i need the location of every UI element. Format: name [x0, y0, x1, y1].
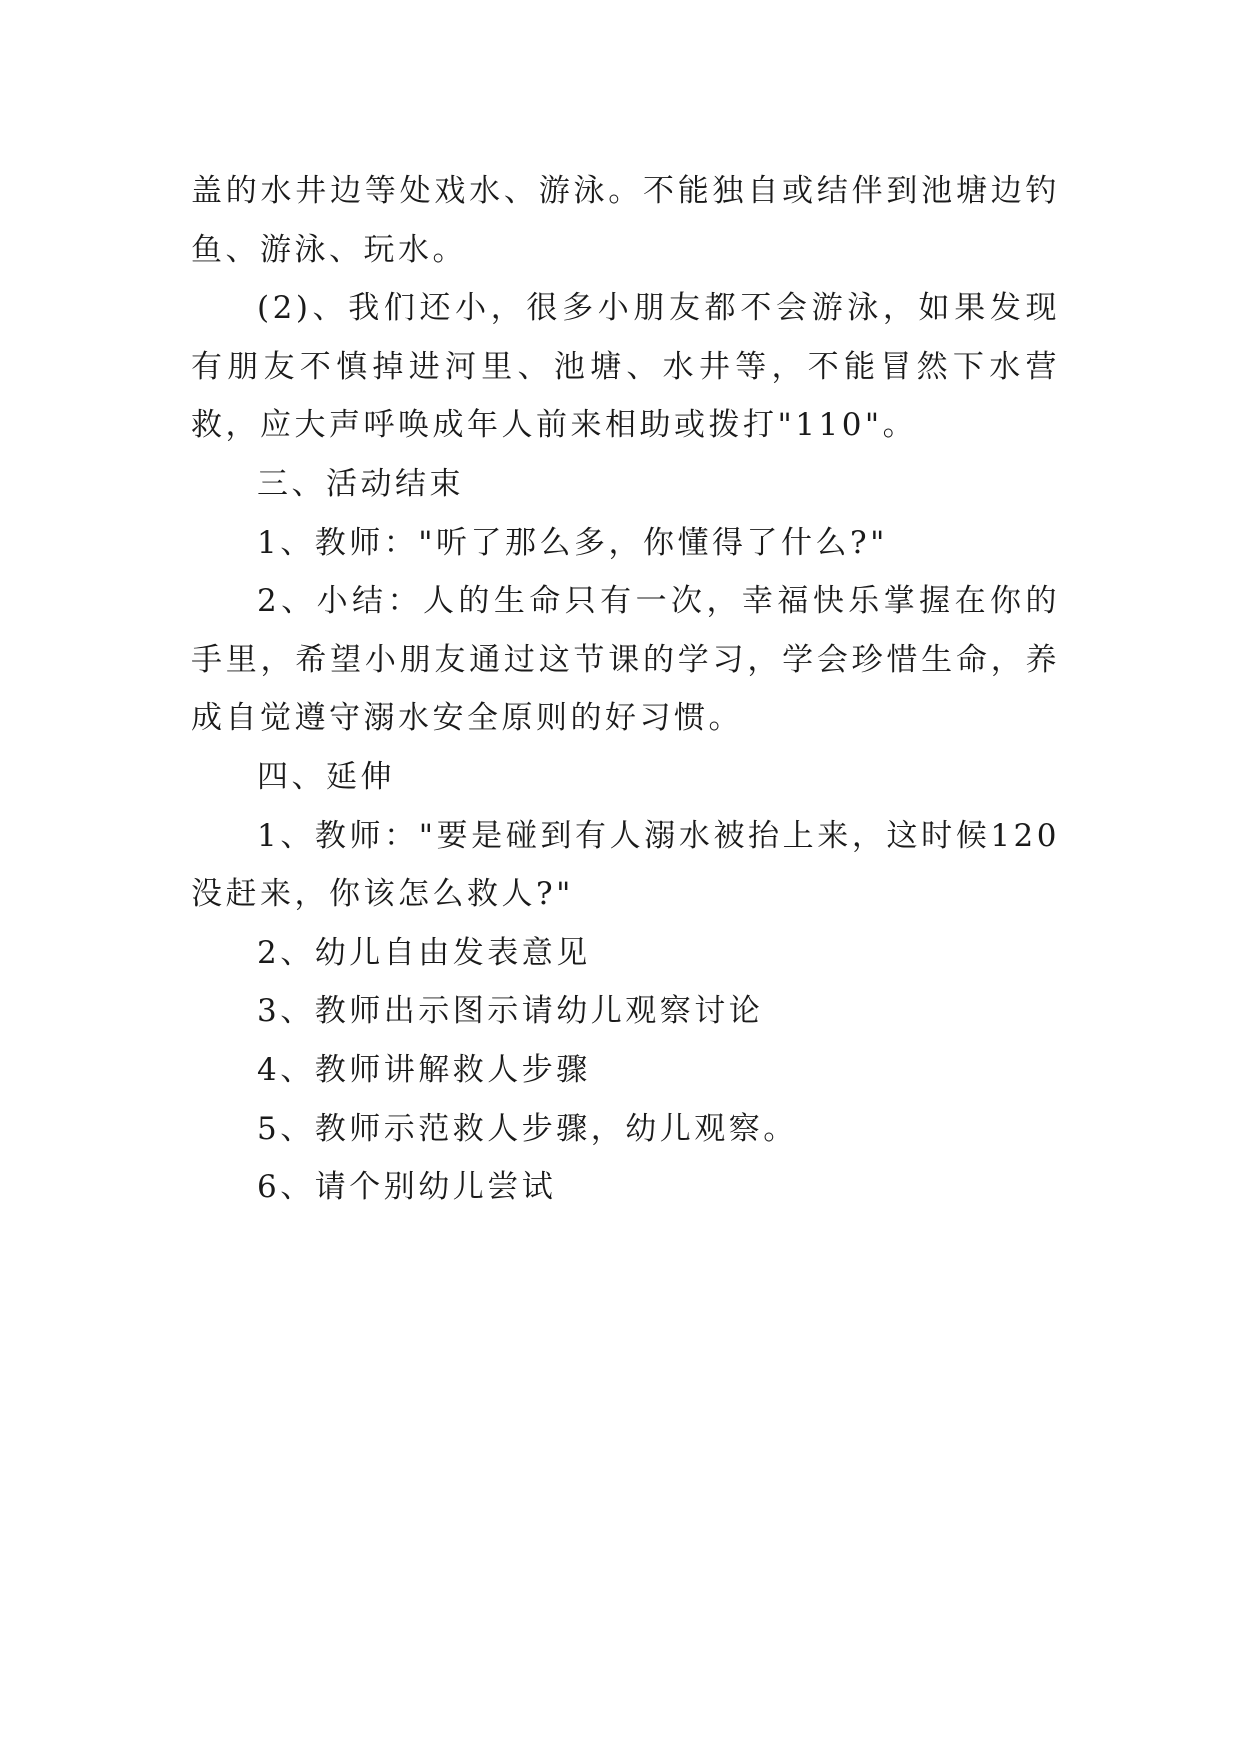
section-heading-activity-end: 三、活动结束 [257, 465, 464, 502]
section-heading-extension: 四、延伸 [257, 758, 395, 795]
paragraph-rescue-advice: (2)、我们还小，很多小朋友都不会游泳，如果发现有朋友不慎掉进河里、池塘、水井等，不能冒然下水营救，应大声呼唤成年人前来相助或拨打"110"。 [191, 290, 1060, 444]
list-item: 1、教师："要是碰到有人溺水被抬上来，这时候120没赶来，你该怎么救人?" [191, 817, 1060, 913]
list-item: 4、教师讲解救人步骤 [257, 1051, 591, 1088]
list-item: 2、幼儿自由发表意见 [257, 934, 591, 971]
list-item: 6、请个别幼儿尝试 [257, 1169, 557, 1206]
list-item: 1、教师："听了那么多，你懂得了什么?" [257, 524, 888, 561]
paragraph-summary: 2、小结：人的生命只有一次，幸福快乐掌握在你的手里，希望小朋友通过这节课的学习，学会珍惜生命，养成自觉遵守溺水安全原则的好习惯。 [191, 583, 1060, 737]
document-body [191, 162, 1060, 1217]
paragraph-continuation: 盖的水井边等处戏水、游泳。不能独自或结伴到池塘边钓鱼、游泳、玩水。 [191, 173, 1060, 268]
list-item: 3、教师出示图示请幼儿观察讨论 [257, 993, 764, 1030]
list-item: 5、教师示范救人步骤，幼儿观察。 [257, 1110, 798, 1147]
